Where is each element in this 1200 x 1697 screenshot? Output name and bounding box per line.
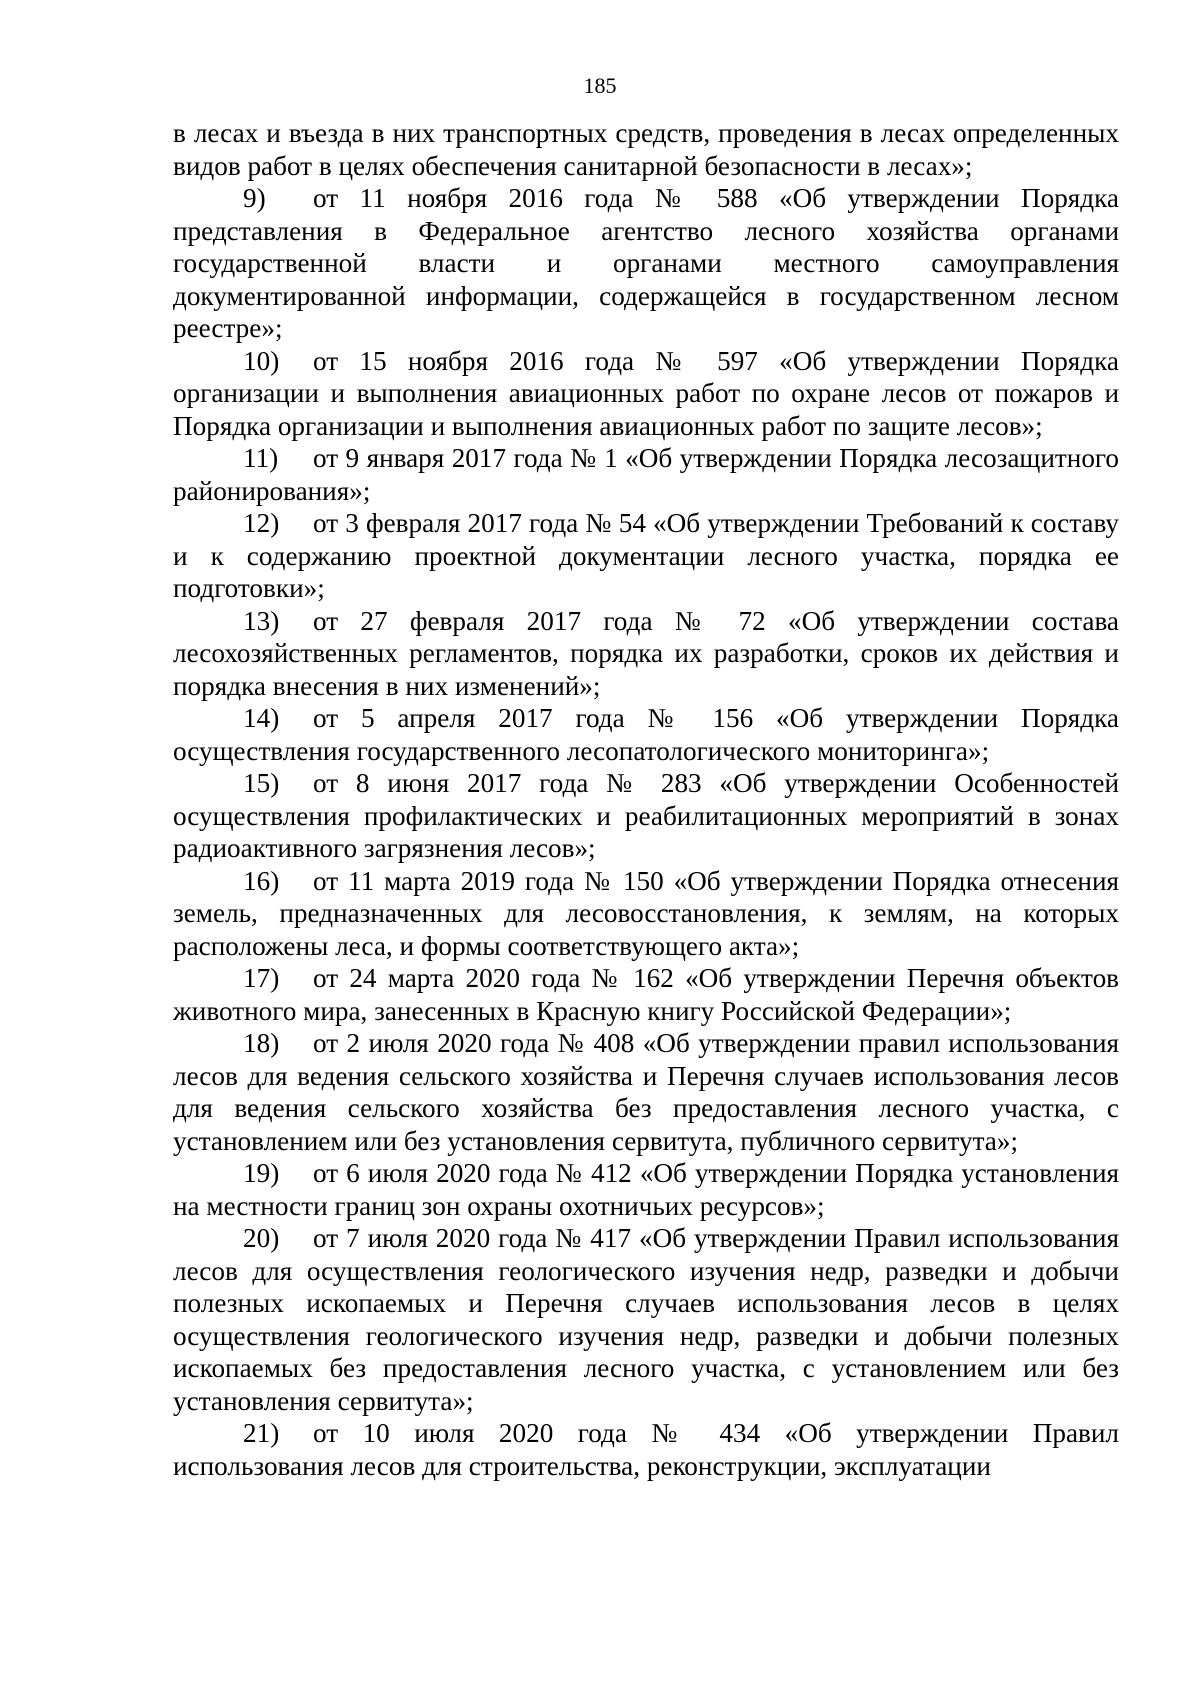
list-item: [173, 1027, 1119, 1157]
list-item-number: 20): [243, 1223, 280, 1253]
list-item-number: 13): [243, 605, 280, 636]
list-item-text: в лесах и въезда в них транспортных средств, проведения в лесах определенных видов работ в целях обеспечения санитарной безопасности в лесах»;: [173, 118, 1119, 181]
list-item: [173, 1222, 1119, 1417]
list-item-number: 12): [243, 508, 280, 538]
list-item-number: 16): [243, 865, 280, 896]
list-item: [173, 865, 1119, 963]
list-item-number: 11): [243, 443, 279, 473]
list-item-number: 19): [243, 1158, 280, 1188]
list-item-text: от 3 февраля 2017 года № 54 «Об утверждении Требований к составу и к содержанию проектной документации лесного участка, порядка ее подготовки»;: [173, 508, 1119, 603]
list-item-text: от 6 июля 2020 года № 412 «Об утверждении Порядка установления на местности границ зон охраны охотничьих ресурсов»;: [173, 1158, 1119, 1221]
list-item: [173, 345, 1119, 443]
list-item: [173, 702, 1119, 767]
list-item-number: 14): [243, 703, 280, 733]
continuation-paragraph: [173, 117, 1119, 182]
list-item-text: от 15 ноября 2016 года № 597 «Об утверждении Порядка организации и выполнения авиационных работ по охране лесов от пожаров и Порядка организации и выполнения авиационных работ по защите лесов»;: [173, 345, 1119, 441]
list-item: [173, 962, 1119, 1027]
list-item-text: от 7 июля 2020 года № 417 «Об утверждении Правил использования лесов для осуществления геологического изучения недр, разведки и добычи полезных ископаемых и Перечня случаев использования лесов в целях осуществления геологического изучения недр, разведки и добычи полезных ископаемых без предоставления лесного участка, с установлением или без установления сервитута»;: [173, 1223, 1119, 1416]
list-item-text: от 9 января 2017 года № 1 «Об утверждении Порядка лесозащитного районирования»;: [173, 443, 1119, 506]
list-item-text: от 8 июня 2017 года № 283 «Об утверждении Особенностей осуществления профилактических и реабилитационных мероприятий в зонах радиоактивного загрязнения лесов»;: [173, 768, 1119, 863]
list-item-text: от 27 февраля 2017 года № 72 «Об утверждении состава лесохозяйственных регламентов, порядка их разработки, сроков их действия и порядка внесения в них изменений»;: [173, 605, 1119, 701]
list-item-number: 17): [243, 963, 280, 993]
list-item-number: 18): [243, 1028, 280, 1058]
list-item: [173, 767, 1119, 865]
list-item: [173, 442, 1119, 507]
list-item-text: от 11 ноября 2016 года № 588 «Об утверждении Порядка представления в Федеральное агентство лесного хозяйства органами государственной власти и органами местного самоуправления документированной информации, содержащейся в государственном лесном реестре»;: [173, 183, 1119, 343]
list-item: [173, 507, 1119, 605]
list-item-text: от 5 апреля 2017 года № 156 «Об утверждении Порядка осуществления государственного лесопатологического мониторинга»;: [173, 703, 1119, 766]
list-item: [173, 605, 1119, 703]
list-item-number: 21): [243, 1418, 280, 1448]
list-item-number: 10): [243, 345, 280, 376]
list-item-text: от 2 июля 2020 года № 408 «Об утверждении правил использования лесов для ведения сельского хозяйства и Перечня случаев использования лесов для ведения сельского хозяйства без предоставления лесного участка, с установлением или без установления сервитута, публичного сервитута»;: [173, 1028, 1119, 1156]
list-item: [173, 1417, 1119, 1482]
list-item: [173, 1157, 1119, 1222]
list-item-text: от 24 марта 2020 года № 162 «Об утверждении Перечня объектов животного мира, занесенных в Красную книгу Российской Федерации»;: [173, 963, 1119, 1026]
page-number: 185: [583, 73, 617, 98]
list-item-text: от 10 июля 2020 года № 434 «Об утверждении Правил использования лесов для строительства, реконструкции, эксплуатации: [173, 1418, 1119, 1481]
document-body: [173, 117, 1119, 1482]
list-item-number: 9): [243, 183, 266, 213]
list-item-number: 15): [243, 768, 280, 798]
list-item: [173, 182, 1119, 345]
list-item-text: от 11 марта 2019 года № 150 «Об утверждении Порядка отнесения земель, предназначенных для лесовосстановления, к землям, на которых расположены леса, и формы соответствующего акта»;: [173, 865, 1119, 961]
